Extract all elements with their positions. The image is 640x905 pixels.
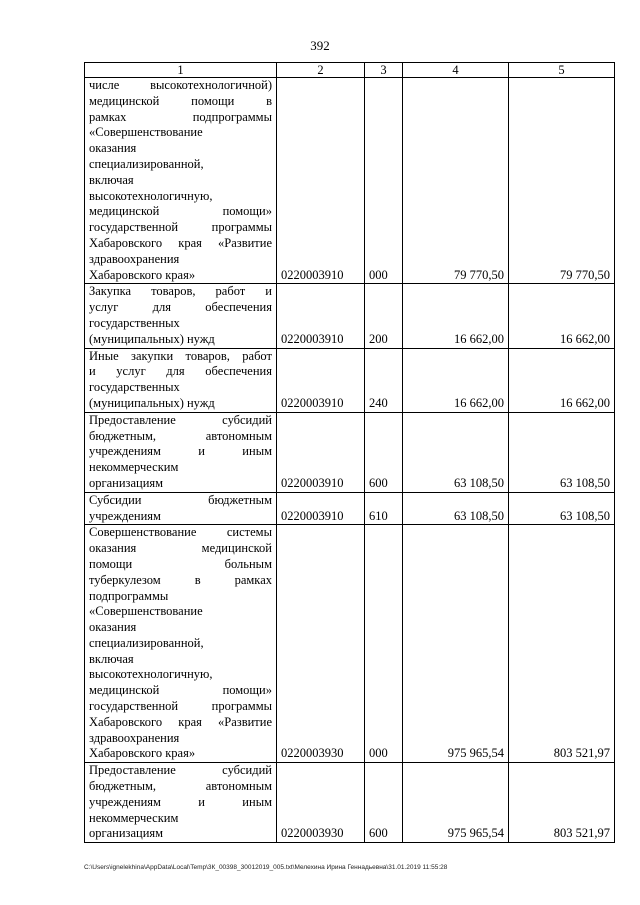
row-name-line: некоммерческим [89,810,179,825]
row-name-line: оказания [89,141,137,156]
amount-col-5: 63 108,50 [509,492,615,525]
row-name-line: высокотехнологичную, [89,667,213,682]
page-number: 392 [310,38,330,53]
row-name-line: Хабаровского края» [89,267,196,282]
row-name-line: Субсидии бюджетным [89,492,272,507]
table-row [85,412,615,492]
row-name-line: бюджетным, автономным [89,779,272,794]
amount-col-4: 975 965,54 [403,525,509,763]
header-col-3: 3 [365,63,403,78]
row-name [85,492,277,525]
amount-col-5: 79 770,50 [509,78,615,284]
row-name-line: учреждениям и иным [89,444,272,459]
row-name-line: здравоохранения [89,251,180,266]
row-name-line: Предоставление субсидий [89,763,272,778]
row-name-line: рамках подпрограммы [89,109,272,124]
row-name [85,78,277,284]
header-col-5: 5 [509,63,615,78]
row-name-line: Совершенствование системы [89,525,272,540]
file-path-footer: C:\Users\ignelekhina\AppData\Local\Temp\3К_00398_30012019_005.txt\Мелехина Ирина Геннадьевна\31.01.2019 11:55:28 [84,864,448,871]
amount-col-4: 63 108,50 [403,492,509,525]
table-row [85,78,615,284]
row-name-line: числе высокотехнологичной) [89,78,272,92]
table-row [85,492,615,525]
row-name-line: и услуг для обеспечения [89,364,272,379]
expense-type-code: 000 [365,78,403,284]
row-name-line: «Совершенствование [89,604,203,619]
expense-type-code: 240 [365,348,403,412]
row-name-line: государственной программы [89,699,272,714]
amount-col-4: 975 965,54 [403,763,509,843]
row-name [85,763,277,843]
row-name [85,525,277,763]
row-name-line: медицинской помощи в [89,93,272,108]
expense-type-code: 200 [365,284,403,348]
amount-col-5: 16 662,00 [509,284,615,348]
row-name-line: некоммерческим [89,460,179,475]
budget-table [84,62,615,843]
expense-type-code: 000 [365,525,403,763]
row-name-line: высокотехнологичную, [89,188,213,203]
row-name-line: медицинской помощи» [89,683,272,698]
table-header-row [85,63,615,78]
target-article-code: 0220003910 [277,284,365,348]
header-col-1: 1 [85,63,277,78]
row-name-line: специализированной, [89,635,204,650]
row-name-line: государственных [89,380,180,395]
row-name-line: Предоставление субсидий [89,412,272,427]
amount-col-5: 63 108,50 [509,412,615,492]
row-name-line: государственной программы [89,220,272,235]
amount-col-4: 16 662,00 [403,348,509,412]
row-name-line: организациям [89,475,164,490]
table-row [85,348,615,412]
row-name-line: учреждениям и иным [89,794,272,809]
row-name-line: услуг для обеспечения [89,300,272,315]
row-name-line: включая [89,651,134,666]
row-name [85,412,277,492]
amount-col-4: 79 770,50 [403,78,509,284]
row-name-line: специализированной, [89,156,204,171]
amount-col-5: 16 662,00 [509,348,615,412]
row-name-line: Хабаровского края «Развитие [89,714,272,729]
row-name-line: Иные закупки товаров, работ [89,348,272,363]
expense-type-code: 610 [365,492,403,525]
table-row [85,284,615,348]
table-body [85,78,615,843]
header-col-2: 2 [277,63,365,78]
row-name-line: туберкулезом в рамках [89,572,272,587]
row-name-line: Хабаровского края «Развитие [89,235,272,250]
target-article-code: 0220003910 [277,78,365,284]
row-name [85,348,277,412]
target-article-code: 0220003930 [277,763,365,843]
amount-col-4: 63 108,50 [403,412,509,492]
row-name [85,284,277,348]
target-article-code: 0220003910 [277,348,365,412]
row-name-line: помощи больным [89,556,272,571]
row-name-line: медицинской помощи» [89,204,272,219]
target-article-code: 0220003910 [277,492,365,525]
row-name-line: оказания [89,620,137,635]
row-name-line: (муниципальных) нужд [89,395,215,410]
table-row [85,525,615,763]
target-article-code: 0220003930 [277,525,365,763]
expense-type-code: 600 [365,763,403,843]
target-article-code: 0220003910 [277,412,365,492]
row-name-line: Хабаровского края» [89,746,196,761]
row-name-line: учреждениям [89,508,161,523]
row-name-line: бюджетным, автономным [89,428,272,443]
row-name-line: государственных [89,315,180,330]
row-name-line: Закупка товаров, работ и [89,284,272,299]
amount-col-5: 803 521,97 [509,763,615,843]
amount-col-5: 803 521,97 [509,525,615,763]
row-name-line: подпрограммы [89,588,169,603]
row-name-line: включая [89,172,134,187]
row-name-line: оказания медицинской [89,541,272,556]
row-name-line: (муниципальных) нужд [89,331,215,346]
amount-col-4: 16 662,00 [403,284,509,348]
header-col-4: 4 [403,63,509,78]
table-row [85,763,615,843]
row-name-line: здравоохранения [89,730,180,745]
row-name-line: «Совершенствование [89,125,203,140]
expense-type-code: 600 [365,412,403,492]
row-name-line: организациям [89,826,164,841]
